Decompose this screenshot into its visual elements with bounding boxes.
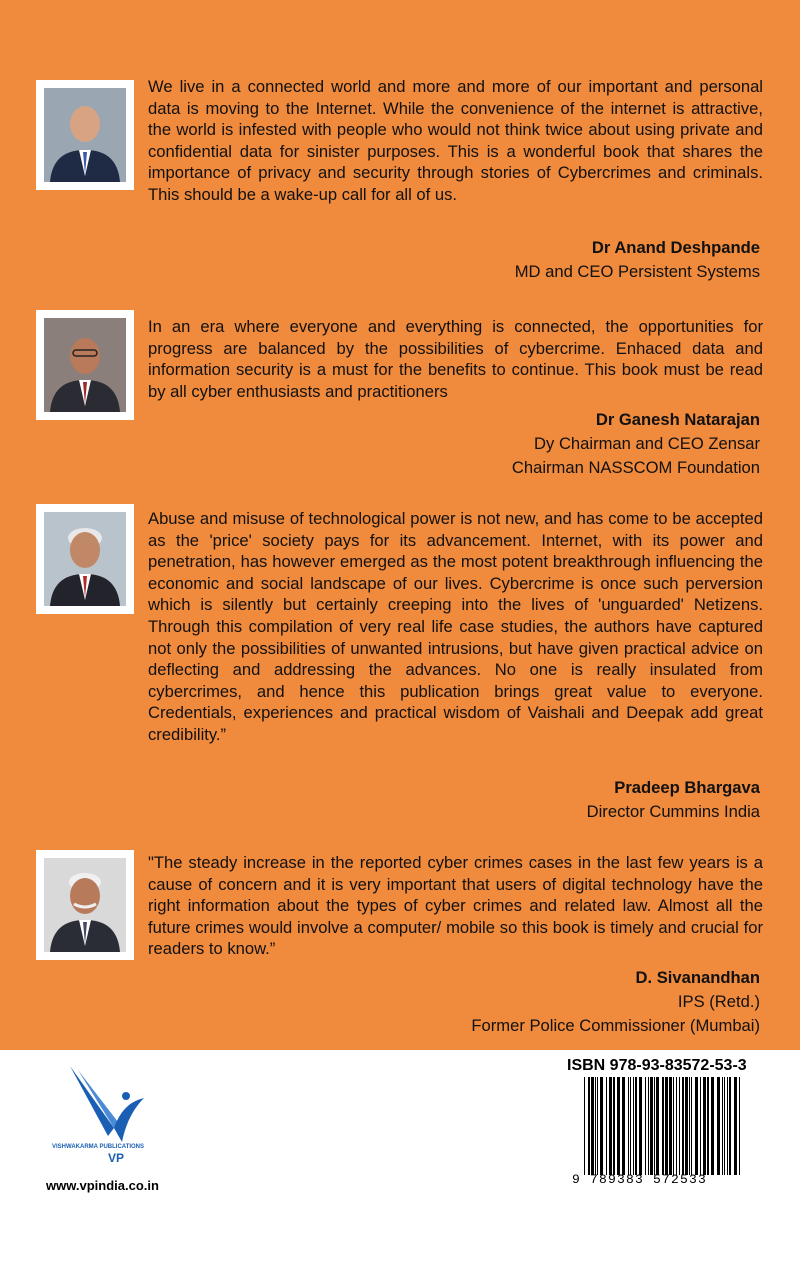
- endorser-title-4a: IPS (Retd.): [677, 992, 760, 1011]
- barcode-number: 9 789383 572533: [572, 1172, 708, 1187]
- barcode-bar: [739, 1077, 740, 1175]
- endorser-photo-1: [36, 80, 134, 190]
- endorsement-quote-4: "The steady increase in the reported cyber crimes cases in the last few years is a cause of concern and it is very important that users of digital technology have the right information about the types of cyber crimes and related law. Almost all the future crimes would involve a computer/ mobile so this book is timely and crucial for readers to know.”: [148, 853, 763, 959]
- barcode-bar: [700, 1077, 701, 1175]
- barcode-bar: [665, 1077, 668, 1175]
- barcode-bar: [676, 1077, 677, 1175]
- barcode-bar: [669, 1077, 672, 1175]
- portrait-photo-icon: [44, 512, 126, 606]
- barcode-bar: [711, 1077, 714, 1175]
- barcode-bar: [689, 1077, 690, 1175]
- barcode-bar: [685, 1077, 688, 1175]
- endorsement-quote-3: Abuse and misuse of technological power is not new, and has come to be accepted as the 'price' society pays for its advancement. Internet, with its power and penetration, has however emerged as the most potent breakthrough influencing the economic and social landscape of our lives. Cybercrime is once such perversion which is silently but certainly creeping into the lives of 'unguarded' Netizens. Through this compilation of very real life case studies, the authors have captured not only the possibilities of unwanted intrusions, but have given practical advice on deflecting and addressing the advances. No one is really insulated from cybercrimes, and hence this publication brings great value to everyone. Credentials, experiences and practical wisdom of Vaishali and Deepak add great credibility.”: [148, 509, 763, 744]
- barcode-bar: [609, 1077, 612, 1175]
- portrait-photo-icon: [44, 318, 126, 412]
- endorser-title-2b: Chairman NASSCOM Foundation: [511, 458, 760, 477]
- barcode-bar: [662, 1077, 664, 1175]
- endorser-photo-2: [36, 310, 134, 420]
- publisher-website: www.vpindia.co.in: [46, 1178, 159, 1193]
- endorser-title-4b: Former Police Commissioner (Mumbai): [471, 1016, 760, 1035]
- endorser-name-1: Dr Anand Deshpande: [591, 238, 760, 257]
- endorsement-attribution-1: [515, 236, 760, 284]
- vp-publisher-logo-icon: [48, 1062, 158, 1172]
- barcode-bar: [584, 1077, 585, 1175]
- barcode-bar: [703, 1077, 706, 1175]
- endorser-photo-4: [36, 850, 134, 960]
- endorsement-attribution-3: [587, 776, 760, 824]
- barcode-bar: [727, 1077, 728, 1175]
- barcode-bar: [648, 1077, 649, 1175]
- isbn-barcode: [582, 1077, 742, 1175]
- barcode-bar: [597, 1077, 598, 1175]
- endorsement-quote-2: In an era where everyone and everything is connected, the opportunities for progress are balanced by the possibilities of cybercrime. Enhaced data and information security is a must for the benefits to continue. This book must be read by all cyber enthusiasts and practitioners: [148, 317, 763, 401]
- barcode-bar: [650, 1077, 653, 1175]
- barcode-bar: [717, 1077, 720, 1175]
- endorser-title-2a: Dy Chairman and CEO Zensar: [534, 434, 760, 453]
- endorser-photo-3: [36, 504, 134, 614]
- barcode-bar: [695, 1077, 698, 1175]
- endorsement-attribution-2: [512, 408, 760, 480]
- barcode-bar: [734, 1077, 737, 1175]
- barcode-bar: [622, 1077, 625, 1175]
- barcode-bar: [630, 1077, 631, 1175]
- barcode-bar: [639, 1077, 642, 1175]
- barcode-bar: [613, 1077, 615, 1175]
- barcode-bar: [724, 1077, 725, 1175]
- barcode-bar: [656, 1077, 659, 1175]
- barcode-bar: [628, 1077, 629, 1175]
- barcode-bar: [600, 1077, 603, 1175]
- endorser-name-4: D. Sivanandhan: [635, 968, 760, 987]
- barcode-bar: [691, 1077, 692, 1175]
- barcode-bar: [645, 1077, 646, 1175]
- barcode-bar: [588, 1077, 590, 1175]
- barcode-bar: [654, 1077, 655, 1175]
- endorser-title-1a: MD and CEO Persistent Systems: [514, 262, 760, 281]
- barcode-bar: [722, 1077, 723, 1175]
- barcode-bar: [606, 1077, 607, 1175]
- barcode-bar: [617, 1077, 620, 1175]
- isbn-label: ISBN 978-93-83572-53-3: [567, 1057, 747, 1074]
- endorsement-quote-1: We live in a connected world and more and more of our important and personal data is moving to the Internet. While the convenience of the internet is attractive, the world is infested with people who would not think twice about using private and confidential data for sinister purposes. This is a wonderful book that shares the importance of privacy and security through stories of Cybercrimes and criminals. This should be a wake-up call for all of us.: [148, 77, 763, 204]
- barcode-bar: [591, 1077, 594, 1175]
- endorser-title-3a: Director Cummins India: [586, 802, 760, 821]
- logo-text: VISHWAKARMA PUBLICATIONS: [52, 1144, 144, 1150]
- endorsement-attribution-4: [471, 966, 760, 1038]
- barcode-bar: [682, 1077, 684, 1175]
- barcode-bar: [595, 1077, 596, 1175]
- barcode-bar: [673, 1077, 674, 1175]
- endorser-name-3: Pradeep Bhargava: [614, 778, 760, 797]
- barcode-bar: [707, 1077, 709, 1175]
- barcode-bar: [729, 1077, 731, 1175]
- endorser-name-2: Dr Ganesh Natarajan: [595, 410, 760, 429]
- barcode-bar: [633, 1077, 634, 1175]
- portrait-photo-icon: [44, 88, 126, 182]
- portrait-photo-icon: [44, 858, 126, 952]
- barcode-bar: [679, 1077, 680, 1175]
- logo-initials: VP: [108, 1151, 125, 1165]
- barcode-bar: [635, 1077, 637, 1175]
